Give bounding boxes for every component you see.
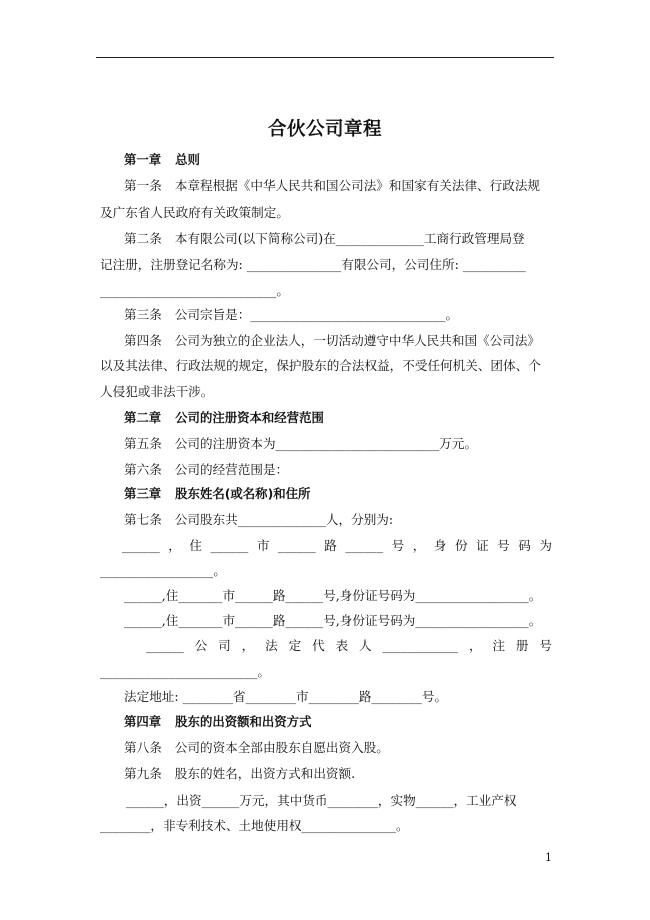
document-title: 合伙公司章程 [267, 119, 382, 140]
article-6-line-1 [124, 462, 552, 478]
page-number: 1 [545, 851, 552, 864]
article-7-line-6: ______公司，法定代表人____________，注册号 [146, 638, 552, 653]
article-8-text-1: 公司的资本全部由股东自愿出资入股。 [174, 740, 389, 755]
article-7-line-8: 法定地址: ________省________市________路________号。 [124, 689, 448, 704]
article-7-line-5: ______,住_______市______路______号,身份证号码为__________________。 [124, 613, 542, 628]
article-4-text-1: 公司为独立的企业法人，一切活动遵守中华人民共和国《公司法》 [174, 333, 540, 348]
article-7-line-1 [124, 512, 552, 528]
chapter-3-title: 股东姓名(或名称)和住所 [175, 486, 311, 501]
chapter-2-heading [124, 410, 576, 426]
article-9-line-2: ______，出资______万元，其中货币________，实物______，工业产权 [126, 793, 517, 808]
article-3-label: 第三条 [124, 307, 162, 322]
article-5-text-1: 公司的注册资本为__________________________万元。 [174, 436, 478, 451]
chapter-1-number: 第一章 [124, 152, 162, 167]
article-4-line-2: 以及其法律、行政法规的规定，保护股东的合法权益，不受任何机关、团体、个 [100, 358, 541, 373]
article-1-line-2: 及广东省人民政府有关政策制定。 [100, 205, 289, 220]
article-6-label: 第六条 [124, 462, 162, 477]
article-2-line-2: 记注册，注册登记名称为: _______________有限公司，公司住所: __________ [100, 257, 526, 272]
article-8-line-1 [124, 740, 552, 756]
article-1-line-1 [124, 178, 552, 194]
article-3-line-1 [124, 307, 552, 323]
chapter-1-heading [124, 152, 576, 168]
article-1-label: 第一条 [124, 178, 162, 193]
article-3-text-1: 公司宗旨是：_______________________________。 [174, 307, 459, 322]
article-8-label: 第八条 [124, 740, 162, 755]
article-2-line-3: ____________________________。 [100, 283, 289, 298]
article-4-line-1 [124, 333, 552, 349]
article-4-label: 第四条 [124, 333, 162, 348]
article-6-text-1: 公司的经营范围是： [174, 462, 289, 477]
article-9-line-1 [124, 766, 552, 782]
chapter-4-title: 股东的出资额和出资方式 [175, 714, 312, 729]
article-9-label: 第九条 [124, 766, 162, 781]
article-7-line-7: _________________________。 [100, 664, 271, 679]
article-1-text-1: 本章程根据《中华人民共和国公司法》和国家有关法律、行政法规 [174, 178, 540, 193]
chapter-4-heading [124, 714, 576, 730]
chapter-3-heading [124, 486, 576, 502]
article-2-text-1: 本有限公司(以下简称公司)在______________工商行政管理局登 [174, 231, 525, 246]
article-7-line-4: ______,住_______市______路______号,身份证号码为__________________。 [124, 588, 542, 603]
article-5-line-1 [124, 436, 552, 452]
article-9-text-1: 股东的姓名，出资方式和出资额. [174, 766, 356, 781]
chapter-3-number: 第三章 [124, 486, 162, 501]
article-9-line-3: ________，非专利技术、土地使用权_______________。 [100, 818, 409, 833]
article-7-line-2: ______，住______市______路______号，身份证号码为 [122, 538, 552, 553]
header-rule [96, 57, 554, 58]
article-4-line-3: 人侵犯或非法干涉。 [100, 384, 214, 399]
chapter-1-title: 总则 [175, 152, 200, 167]
chapter-2-number: 第二章 [124, 410, 162, 425]
article-7-line-3: __________________。 [100, 563, 226, 578]
article-5-label: 第五条 [124, 436, 162, 451]
article-2-label: 第二条 [124, 231, 162, 246]
chapter-4-number: 第四章 [124, 714, 162, 729]
article-2-line-1 [124, 231, 552, 247]
article-7-text-1: 公司股东共______________人，分别为: [174, 512, 394, 527]
chapter-2-title: 公司的注册资本和经营范围 [175, 410, 324, 425]
article-7-label: 第七条 [124, 512, 162, 527]
